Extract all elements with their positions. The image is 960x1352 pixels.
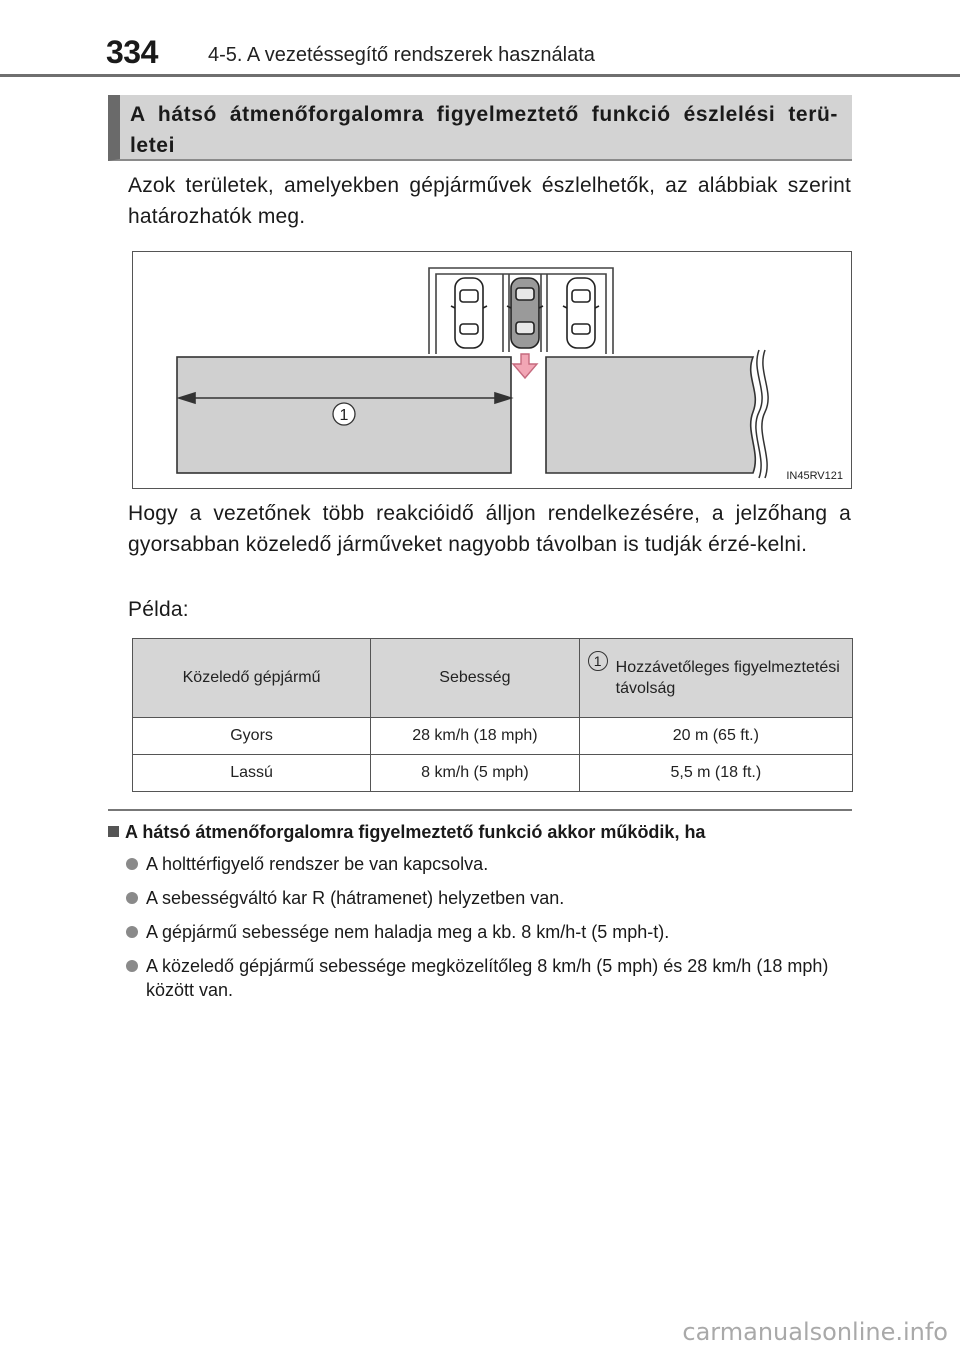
header-distance-cell — [579, 639, 852, 718]
cell-vehicle: Lassú — [133, 755, 371, 792]
cell-speed: 8 km/h (5 mph) — [371, 755, 580, 792]
section-title-box — [108, 95, 852, 161]
list-item-text: A gépjármű sebessége nem haladja meg a kb. 8 km/h-t (5 mph-t). — [146, 922, 670, 942]
cell-speed: 28 km/h (18 mph) — [371, 718, 580, 755]
list-item-text: A sebességváltó kar R (hátramenet) helyzetben van. — [146, 888, 565, 908]
parked-car-right — [563, 278, 599, 348]
page-number: 334 — [106, 34, 158, 70]
header-speed: Sebesség — [371, 639, 580, 718]
conditions-list — [126, 852, 856, 1012]
reversing-car — [507, 278, 543, 348]
table-row — [133, 718, 853, 755]
example-label: Példa: — [128, 598, 189, 621]
header-distance-number: 1 — [588, 651, 608, 671]
list-item — [126, 954, 856, 1002]
detection-area-diagram — [132, 251, 852, 489]
cell-vehicle: Gyors — [133, 718, 371, 755]
warning-distance-table — [132, 638, 853, 792]
bullet-dot-icon — [126, 960, 138, 972]
chapter-title: 4-5. A vezetéssegítő rendszerek használata — [208, 44, 595, 66]
header-vehicle: Közeledő gépjármű — [133, 639, 371, 718]
header-rule — [0, 74, 960, 77]
header-distance: Hozzávetőleges figyelmeztetési távolság — [615, 659, 840, 697]
list-item — [126, 852, 856, 876]
section-divider — [108, 809, 852, 811]
callout-number: 1 — [339, 407, 349, 424]
list-item — [126, 886, 856, 910]
conditions-heading — [108, 822, 705, 843]
table-row — [133, 755, 853, 792]
table-header-row — [133, 639, 853, 718]
detection-zone-right — [546, 357, 755, 473]
parked-car-left — [451, 278, 487, 348]
header-distance-wrap — [586, 653, 846, 699]
reverse-direction-arrow — [513, 354, 537, 378]
bullet-dot-icon — [126, 892, 138, 904]
watermark: carmanualsonline.info — [682, 1318, 948, 1346]
cell-distance: 20 m (65 ft.) — [579, 718, 852, 755]
intro-paragraph: Azok területek, amelyekben gépjárművek észlelhetők, az alábbiak szerint határozhatók meg. — [128, 174, 851, 228]
diagram-drawing — [133, 252, 853, 490]
conditions-heading-text: A hátsó átmenőforgalomra figyelmeztető funkció akkor működik, ha — [125, 822, 706, 842]
bullet-dot-icon — [126, 858, 138, 870]
reaction-paragraph: Hogy a vezetőnek több reakcióidő álljon rendelkezésére, a jelzőhang a gyorsabban közeledő járműveket nagyobb távolban is tudják érzé-kelni. — [128, 502, 851, 556]
diagram-code: IN45RV121 — [786, 470, 843, 482]
list-item — [126, 920, 856, 944]
section-title: A hátsó átmenőforgalomra figyelmeztető funkció észlelési terü-letei — [130, 103, 838, 157]
break-marks — [756, 350, 768, 478]
list-item-text: A holttérfigyelő rendszer be van kapcsolva. — [146, 854, 489, 874]
cell-distance: 5,5 m (18 ft.) — [579, 755, 852, 792]
bullet-dot-icon — [126, 926, 138, 938]
square-bullet-icon — [108, 826, 119, 837]
list-item-text: A közeledő gépjármű sebessége megközelítőleg 8 km/h (5 mph) és 28 km/h (18 mph) között van. — [146, 956, 829, 1000]
